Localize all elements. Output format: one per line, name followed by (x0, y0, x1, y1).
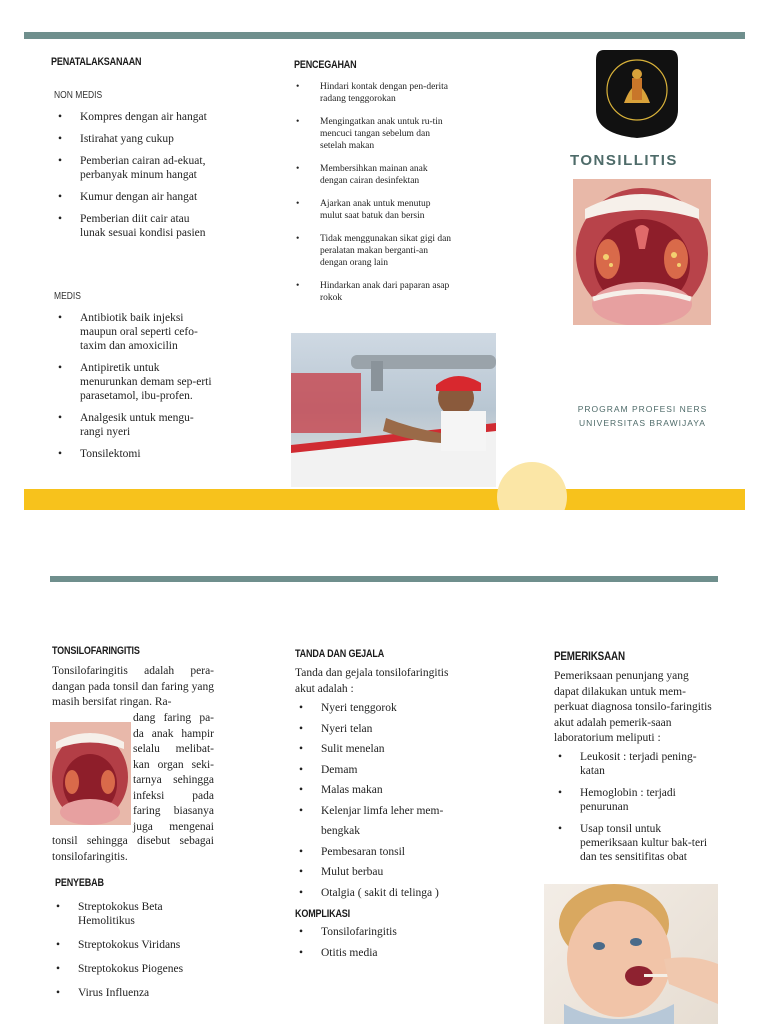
brochure-title: TONSILLITIS (570, 152, 678, 169)
tonsilofaringitis-paragraph-top: Tonsilofaringitis adalah pera-dangan pada tonsil dan faring yang masih bersifat ringan. Ra- (52, 665, 214, 708)
list-item: • Malas makan (295, 780, 470, 801)
list-item: • Nyeri tenggorok (295, 698, 470, 719)
non-medis-list (54, 110, 214, 248)
list-item: • Membersihkan mainan anak dengan cairan desinfektan (292, 163, 454, 187)
list-item: • Streptokokus Piogenes (52, 962, 202, 976)
tanda-gejala-list (295, 698, 470, 903)
list-item: • Streptokokus Beta Hemolitikus (52, 900, 202, 928)
penyebab-list (52, 900, 202, 1006)
list-item: • Antipiretik untuk menurunkan demam sep-erti parasetamol, ibu-profen. (54, 361, 214, 403)
list-item: • Hindari kontak dengan pen-derita radang tenggorokan (292, 81, 454, 105)
list-item: • Kompres dengan air hangat (54, 110, 214, 124)
medis-list (54, 311, 214, 469)
list-item: • Nyeri telan (295, 719, 470, 740)
list-item: • Pemberian cairan ad-ekuat, perbanyak minum hangat (54, 154, 214, 182)
list-item: • Analgesik untuk mengu-rangi nyeri (54, 411, 214, 439)
list-item: • Leukosit : terjadi pening-katan (554, 750, 714, 778)
pemeriksaan-intro: Pemeriksaan penunjang yang dapat dilakukan untuk mem-perkuat diagnosa tonsilo-faringitis akut adalah pemerik-saan laboratorium meliputi : (554, 670, 712, 744)
program-line-2: UNIVERSITAS BRAWIJAYA (579, 418, 706, 428)
non-medis-label: NON MEDIS (54, 90, 103, 101)
tonsilofaringitis-paragraph-bottom: tonsil sehingga disebut sebagai tonsilofaringitis. (52, 835, 214, 863)
top-header-bar (24, 32, 745, 39)
list-item: • Istirahat yang cukup (54, 132, 214, 146)
list-item: • Tonsilofaringitis (295, 922, 470, 943)
penyebab-heading: PENYEBAB (55, 877, 104, 889)
pencegahan-list (292, 81, 454, 315)
list-item: • Mengingatkan anak untuk ru-tin mencuci tangan sebelum dan setelah makan (292, 116, 454, 152)
tonsilofaringitis-heading: TONSILOFARINGITIS (52, 645, 140, 657)
list-item: • Hindarkan anak dari paparan asap rokok (292, 280, 454, 304)
pemeriksaan-heading: PEMERIKSAAN (554, 649, 625, 663)
list-item: • Otitis media (295, 943, 470, 964)
list-item: • Tidak menggunakan sikat gigi dan peralatan makan berganti-an dengan orang lain (292, 233, 454, 269)
list-item: • Hemoglobin : terjadi penurunan (554, 786, 714, 814)
list-item: • Kumur dengan air hangat (54, 190, 214, 204)
komplikasi-list (295, 922, 470, 963)
list-item: • Sulit menelan (295, 739, 470, 760)
list-item: • Ajarkan anak untuk menutup mulut saat batuk dan bersin (292, 198, 454, 222)
list-item: • Virus Influenza (52, 986, 202, 1000)
list-item: • Otalgia ( sakit di telinga ) (295, 883, 470, 904)
penatalaksanaan-heading: PENATALAKSANAAN (51, 56, 142, 68)
tanda-gejala-intro: Tanda dan gejala tonsilofaringitis akut adalah : (295, 667, 449, 695)
tanda-gejala-heading: TANDA DAN GEJALA (295, 648, 385, 660)
pemeriksaan-list (554, 750, 714, 870)
list-item: • Streptokokus Viridans (52, 938, 202, 952)
komplikasi-heading: KOMPLIKASI (295, 908, 350, 920)
footer-circle-decoration (497, 462, 567, 510)
list-item: • Pemberian diit cair atau lunak sesuai kondisi pasien (54, 212, 214, 240)
list-item: • Demam (295, 760, 470, 781)
list-item: • Antibiotik baik injeksi maupun oral seperti cefo-taxim dan amoxicilin (54, 311, 214, 353)
list-item: • Kelenjar limfa leher mem-bengkak (295, 801, 470, 842)
list-item: • Tonsilektomi (54, 447, 214, 461)
pencegahan-heading: PENCEGAHAN (294, 59, 357, 71)
medis-label: MEDIS (54, 291, 81, 302)
top-footer-bar (24, 489, 745, 510)
program-line-1: PROGRAM PROFESI NERS (577, 404, 708, 414)
list-item: • Mulut berbau (295, 862, 470, 883)
tonsilofaringitis-paragraph-side: dang faring pa- da anak hampir selalu melibat- kan organ seki- tarnya sehingga infeksi pada faring biasanya juga mengenai (133, 712, 214, 833)
tonsillitis-mouth-image (573, 179, 711, 325)
list-item: • Pembesaran tonsil (295, 842, 470, 863)
list-item: • Usap tonsil untuk pemeriksaan kultur bak-teri dan tes sensitifitas obat (554, 822, 714, 864)
throat-image (50, 722, 131, 825)
handwashing-photo (291, 333, 496, 487)
bottom-header-bar (50, 576, 718, 582)
child-throat-exam-photo (544, 884, 718, 1024)
university-logo (594, 48, 680, 140)
